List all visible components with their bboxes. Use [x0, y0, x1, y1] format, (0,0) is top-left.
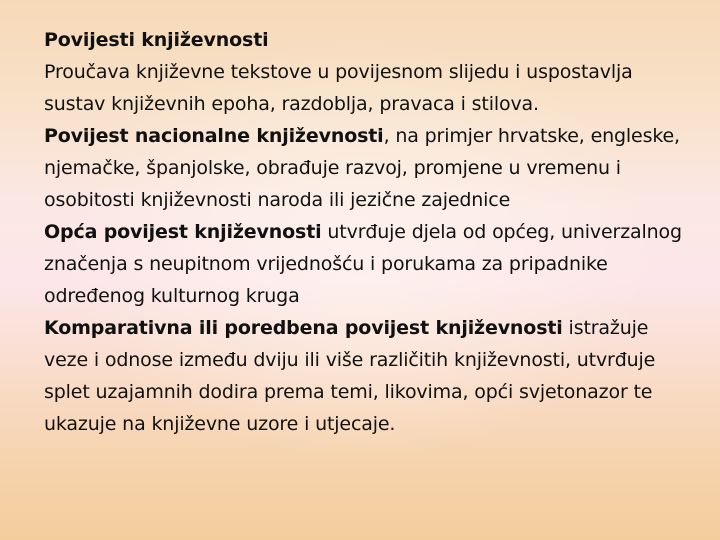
- national-text: , na primjer hrvatske, engleske, njemačke, španjolske, obrađuje razvoj, promjene u vremenu i osobitosti književnosti naroda ili jezične zajednice: [44, 125, 680, 211]
- general-paragraph: [44, 216, 694, 312]
- heading-text: Povijesti književnosti: [44, 29, 269, 51]
- slide-heading: [44, 24, 694, 56]
- intro-text: Proučava književne tekstove u povijesnom slijedu i uspostavlja sustav književnih epoha, razdoblja, pravaca i stilova.: [44, 61, 633, 115]
- national-paragraph: [44, 120, 694, 216]
- national-term: Povijest nacionalne književnosti: [44, 125, 384, 147]
- comparative-paragraph: [44, 312, 694, 440]
- slide-content: [44, 24, 694, 440]
- general-text: utvrđuje djela od općeg, univerzalnog značenja s neupitnom vrijednošću i porukama za pripadnike određenog kulturnog kruga: [44, 221, 682, 307]
- comparative-term: Komparativna ili poredbena povijest književnosti: [44, 317, 563, 339]
- comparative-text: istražuje veze i odnose između dviju ili više različitih književnosti, utvrđuje splet uzajamnih dodira prema temi, likovima, opći svjetonazor te ukazuje na književne uzore i utjecaje.: [44, 317, 656, 435]
- intro-paragraph: [44, 56, 694, 120]
- general-term: Opća povijest književnosti: [44, 221, 322, 243]
